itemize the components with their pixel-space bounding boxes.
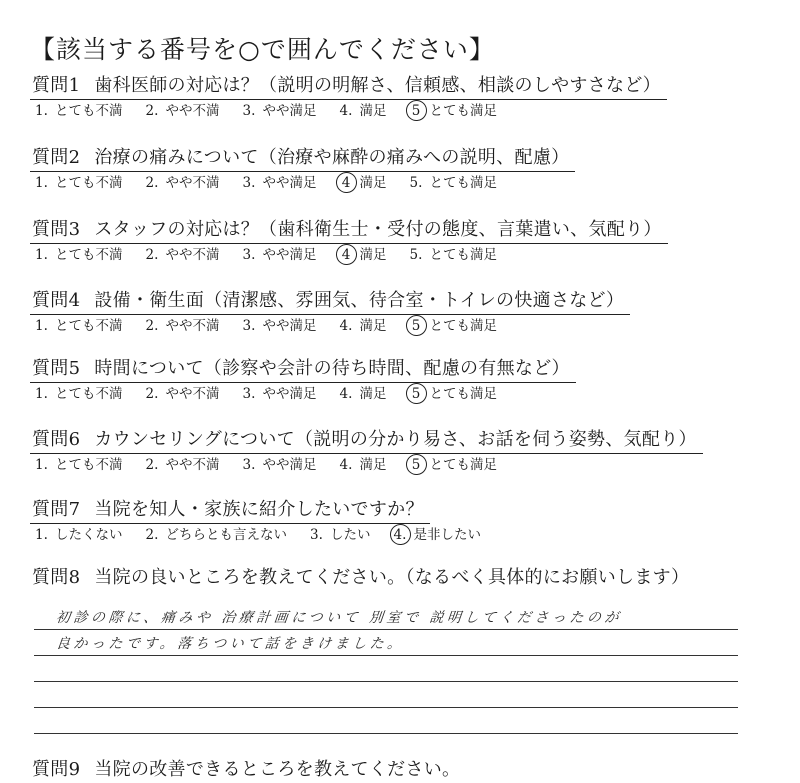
option-label: とても満足: [429, 457, 497, 473]
option-number: 4.: [339, 457, 353, 473]
selected-option-number: 4.: [393, 527, 407, 543]
question-5: [30, 357, 710, 403]
option-2[interactable]: [145, 385, 220, 403]
option-label: やや満足: [262, 103, 317, 119]
option-3[interactable]: [242, 317, 317, 335]
option-number: 2.: [145, 103, 159, 119]
option-2[interactable]: [145, 456, 220, 474]
question-5-number: 質問5: [32, 358, 81, 379]
question-2: [30, 146, 710, 192]
selected-option-number: 5: [409, 385, 424, 403]
option-number: 4.: [339, 318, 353, 334]
option-1[interactable]: [34, 456, 123, 474]
option-label: とても満足: [429, 386, 497, 402]
option-label: やや満足: [262, 457, 317, 473]
option-number: 1.: [35, 103, 48, 119]
answer-line-1: [34, 604, 738, 630]
option-number: 3.: [242, 457, 256, 473]
handwritten-answer-1: 初診の際に、痛みや 治療計画について 別室で 説明してくださったのが: [55, 610, 623, 626]
option-number: 3.: [310, 527, 323, 543]
question-6: [30, 428, 710, 474]
question-7-heading: [30, 498, 430, 524]
question-6-number: 質問6: [32, 429, 81, 450]
option-number: 2.: [145, 247, 159, 263]
question-1-text: 歯科医師の対応は？（説明の明解さ、信頼感、相談のしやすさなど）: [94, 75, 661, 96]
answer-line-4: [34, 682, 738, 708]
question-3-text: スタッフの対応は？（歯科衛生士・受付の態度、言葉遣い、気配り）: [94, 219, 662, 240]
selected-option-number: 4: [339, 246, 354, 264]
question-2-text: 治療の痛みについて（治療や麻酔の痛みへの説明、配慮）: [94, 147, 570, 168]
question-6-options: [34, 456, 714, 474]
option-number: 2.: [145, 457, 159, 473]
option-number: 5.: [409, 175, 423, 191]
question-5-text: 時間について（診察や会計の待ち時間、配慮の有無など）: [94, 358, 570, 379]
question-4-heading: [30, 289, 630, 315]
option-1[interactable]: [34, 102, 123, 120]
answer-line-5: [34, 708, 738, 734]
option-1[interactable]: [34, 174, 123, 192]
option-label: したくない: [55, 527, 123, 543]
option-number: 1.: [35, 318, 48, 334]
question-1: [30, 74, 710, 120]
option-number: 3.: [242, 175, 256, 191]
option-5[interactable]: [409, 102, 498, 120]
option-5[interactable]: [409, 456, 498, 474]
option-3[interactable]: [242, 456, 317, 474]
answer-line-3: [34, 656, 738, 682]
question-4-text: 設備・衛生面（清潔感、雰囲気、待合室・トイレの快適さなど）: [94, 290, 625, 311]
question-4-number: 質問4: [32, 290, 81, 311]
question-8: [30, 566, 710, 591]
option-label: やや不満: [165, 318, 220, 334]
question-8-answer-area[interactable]: [34, 604, 738, 734]
question-4-options: [34, 317, 714, 335]
question-7-text: 当院を知人・家族に紹介したいですか？: [94, 499, 424, 520]
option-label: やや満足: [262, 247, 317, 263]
option-3[interactable]: [242, 246, 317, 264]
question-2-options: [34, 174, 714, 192]
option-label: やや満足: [262, 175, 317, 191]
option-label: 満足: [359, 318, 387, 334]
option-3[interactable]: [242, 385, 317, 403]
option-3[interactable]: [242, 174, 317, 192]
option-number: 2.: [145, 318, 159, 334]
option-3[interactable]: [242, 102, 317, 120]
option-label: やや不満: [165, 103, 220, 119]
option-label: とても不満: [55, 386, 123, 402]
question-9: [30, 758, 710, 783]
option-2[interactable]: [145, 102, 220, 120]
option-4[interactable]: [339, 246, 387, 264]
option-label: 是非したい: [413, 527, 481, 543]
option-number: 2.: [145, 175, 159, 191]
option-label: とても不満: [55, 318, 123, 334]
question-2-heading: [30, 146, 575, 172]
option-4[interactable]: [339, 102, 387, 120]
option-number: 3.: [242, 386, 256, 402]
option-1[interactable]: [34, 317, 123, 335]
option-number: 2.: [145, 527, 159, 543]
option-1[interactable]: [34, 526, 123, 544]
option-number: 1.: [35, 386, 48, 402]
option-1[interactable]: [34, 385, 123, 403]
option-label: とても満足: [429, 175, 497, 191]
question-8-heading: [30, 566, 695, 591]
option-number: 1.: [35, 457, 48, 473]
option-label: とても不満: [55, 457, 123, 473]
option-4[interactable]: [393, 526, 482, 544]
option-number: 1.: [35, 247, 48, 263]
question-9-heading: [30, 758, 466, 783]
option-4[interactable]: [339, 385, 387, 403]
option-number: 1.: [35, 527, 48, 543]
question-3: [30, 218, 710, 264]
option-label: とても不満: [55, 175, 123, 191]
option-2[interactable]: [145, 246, 220, 264]
option-number: 3.: [242, 103, 256, 119]
option-label: やや不満: [165, 386, 220, 402]
option-4[interactable]: [339, 456, 387, 474]
selected-option-number: 5: [409, 456, 424, 474]
question-5-heading: [30, 357, 576, 383]
option-2[interactable]: [145, 526, 288, 544]
question-8-text: 当院の良いところを教えてください。（なるべく具体的にお願いします）: [94, 567, 690, 588]
option-5[interactable]: [409, 174, 498, 192]
option-number: 2.: [145, 386, 159, 402]
question-4: [30, 289, 710, 335]
option-label: どちらとも言えない: [165, 527, 287, 543]
question-3-heading: [30, 218, 668, 244]
option-label: やや満足: [262, 318, 317, 334]
option-label: とても満足: [429, 247, 497, 263]
question-7-options: [34, 526, 714, 544]
option-5[interactable]: [409, 385, 498, 403]
question-3-number: 質問3: [32, 219, 81, 240]
option-label: 満足: [359, 457, 387, 473]
option-label: やや満足: [262, 386, 317, 402]
question-5-options: [34, 385, 714, 403]
option-5[interactable]: [409, 246, 498, 264]
option-label: とても満足: [429, 318, 497, 334]
question-6-heading: [30, 428, 703, 454]
page-title: 【該当する番号を○で囲んでください】: [30, 35, 495, 64]
option-2[interactable]: [145, 174, 220, 192]
question-7-number: 質問7: [32, 499, 81, 520]
option-label: 満足: [359, 247, 387, 263]
option-4[interactable]: [339, 174, 387, 192]
option-label: やや不満: [165, 175, 220, 191]
option-number: 3.: [242, 318, 256, 334]
option-number: 4.: [339, 103, 353, 119]
question-2-number: 質問2: [32, 147, 81, 168]
handwritten-answer-2: 良かったです。落ちついて話をきけました。: [55, 636, 406, 652]
question-9-number: 質問9: [32, 759, 81, 780]
option-3[interactable]: [309, 526, 371, 544]
option-label: 満足: [359, 175, 387, 191]
option-5[interactable]: [409, 317, 498, 335]
option-number: 5.: [409, 247, 423, 263]
option-number: 4.: [339, 386, 353, 402]
selected-option-number: 4: [339, 174, 354, 192]
option-label: とても満足: [429, 103, 497, 119]
option-label: 満足: [359, 103, 387, 119]
option-2[interactable]: [145, 317, 220, 335]
answer-line-2: [34, 630, 738, 656]
selected-option-number: 5: [409, 317, 424, 335]
question-8-number: 質問8: [32, 567, 81, 588]
option-label: 満足: [359, 386, 387, 402]
question-7: [30, 498, 710, 544]
question-1-number: 質問1: [32, 75, 81, 96]
question-1-heading: [30, 74, 667, 100]
question-6-text: カウンセリングについて（説明の分かり易さ、お話を伺う姿勢、気配り）: [94, 429, 697, 450]
question-3-options: [34, 246, 714, 264]
question-1-options: [34, 102, 714, 120]
option-4[interactable]: [339, 317, 387, 335]
option-number: 3.: [242, 247, 256, 263]
option-number: 1.: [35, 175, 48, 191]
option-label: とても不満: [55, 103, 123, 119]
option-label: とても不満: [55, 247, 123, 263]
option-label: やや不満: [165, 457, 220, 473]
option-label: やや不満: [165, 247, 220, 263]
selected-option-number: 5: [409, 102, 424, 120]
option-1[interactable]: [34, 246, 123, 264]
option-label: したい: [330, 527, 371, 543]
question-9-text: 当院の改善できるところを教えてください。: [94, 759, 461, 780]
